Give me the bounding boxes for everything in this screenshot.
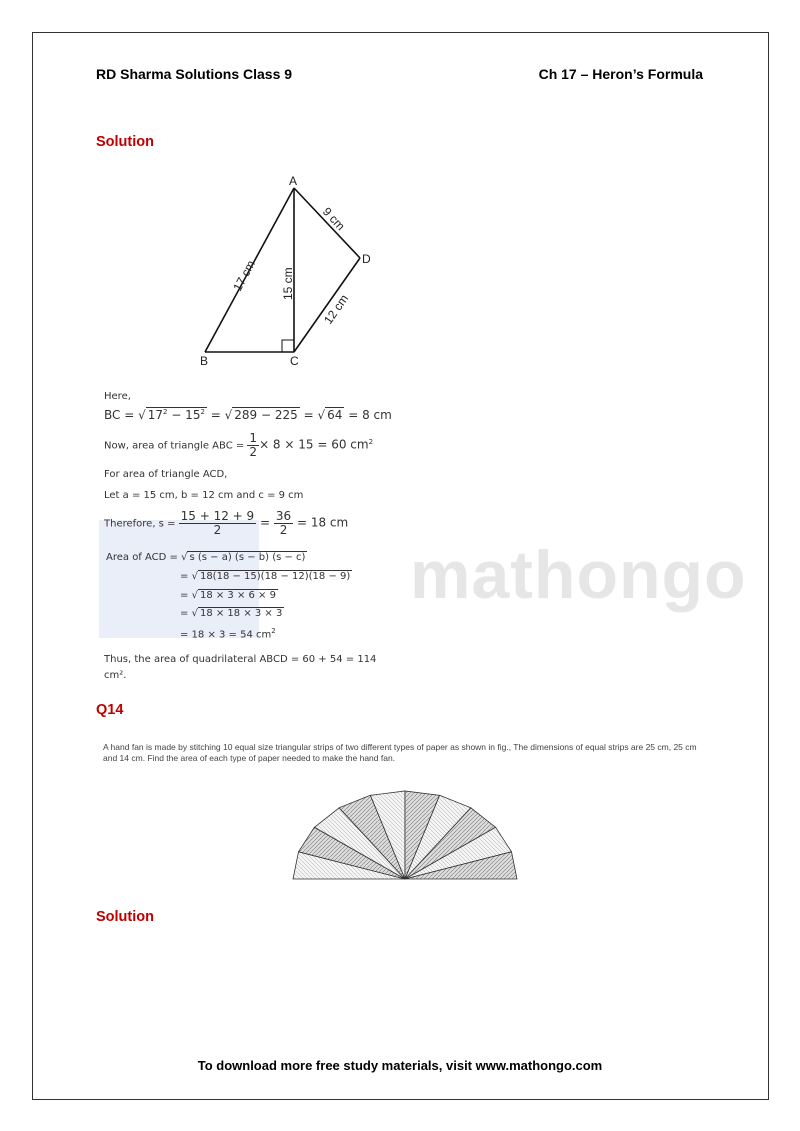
eq-area-3: = √ 18 × 3 × 6 × 9 (180, 590, 276, 601)
header-right: Ch 17 – Heron’s Formula (538, 66, 703, 82)
label-ac: 15 cm (281, 267, 295, 300)
q14-heading: Q14 (96, 702, 124, 718)
watermark: mathongo (410, 537, 747, 613)
eq-bc: BC = √ $17^2 - 15^2$ = √ 289 − 225 = √ 64 = 8 cm (104, 408, 392, 422)
q14-text: A hand fan is made by stitching 10 equal size triangular strips of two different types of paper as shown in fig., The dimensions of equal strips are 25 cm, 25 cm and 14 cm. Find the area of each type of paper needed to make the hand fan. (103, 742, 697, 763)
label-ad: 9 cm (319, 204, 348, 234)
hand-fan-figure (290, 785, 520, 885)
eq-area-5: = 18 × 3 = 54 $cm^2$ (180, 627, 276, 641)
solution-heading: Solution (96, 134, 154, 150)
text-acd-intro: For area of triangle ACD, (104, 469, 228, 480)
solution2-heading: Solution (96, 909, 154, 925)
eq-area-1: Area of ACD = √ s (s − a) (s − b) (s − c) (106, 552, 306, 563)
text-conclusion-unit: cm². (104, 670, 127, 681)
text-let: Let a = 15 cm, b = 12 cm and c = 9 cm (104, 490, 304, 501)
header-left: RD Sharma Solutions Class 9 (96, 66, 293, 82)
eq-abc: Now, area of triangle ABC = $\frac{1}{2}$ × 8 × 15 = 60 $cm^2$ (104, 431, 374, 459)
eq-s: Therefore, s = $\frac{15 + 12 + 9}{2}$ = $\frac{36}{2}$ = 18 cm (104, 509, 349, 537)
vertex-c: C (290, 354, 299, 368)
text-here: Here, (104, 391, 131, 402)
eq-area-2: = √ 18(18 − 15)(18 − 12)(18 − 9) (180, 571, 351, 582)
text-conclusion: Thus, the area of quadrilateral ABCD = 60 + 54 = 114 (104, 654, 377, 665)
label-ab: 17 cm (230, 257, 258, 294)
vertex-d: D (362, 252, 371, 266)
eq-area-4: = √ 18 × 18 × 3 × 3 (180, 608, 283, 619)
footer-text: To download more free study materials, visit www.mathongo.com (197, 1058, 603, 1073)
quadrilateral-diagram (190, 170, 380, 370)
vertex-b: B (200, 354, 209, 368)
vertex-a: A (289, 174, 298, 188)
label-cd: 12 cm (320, 291, 352, 327)
